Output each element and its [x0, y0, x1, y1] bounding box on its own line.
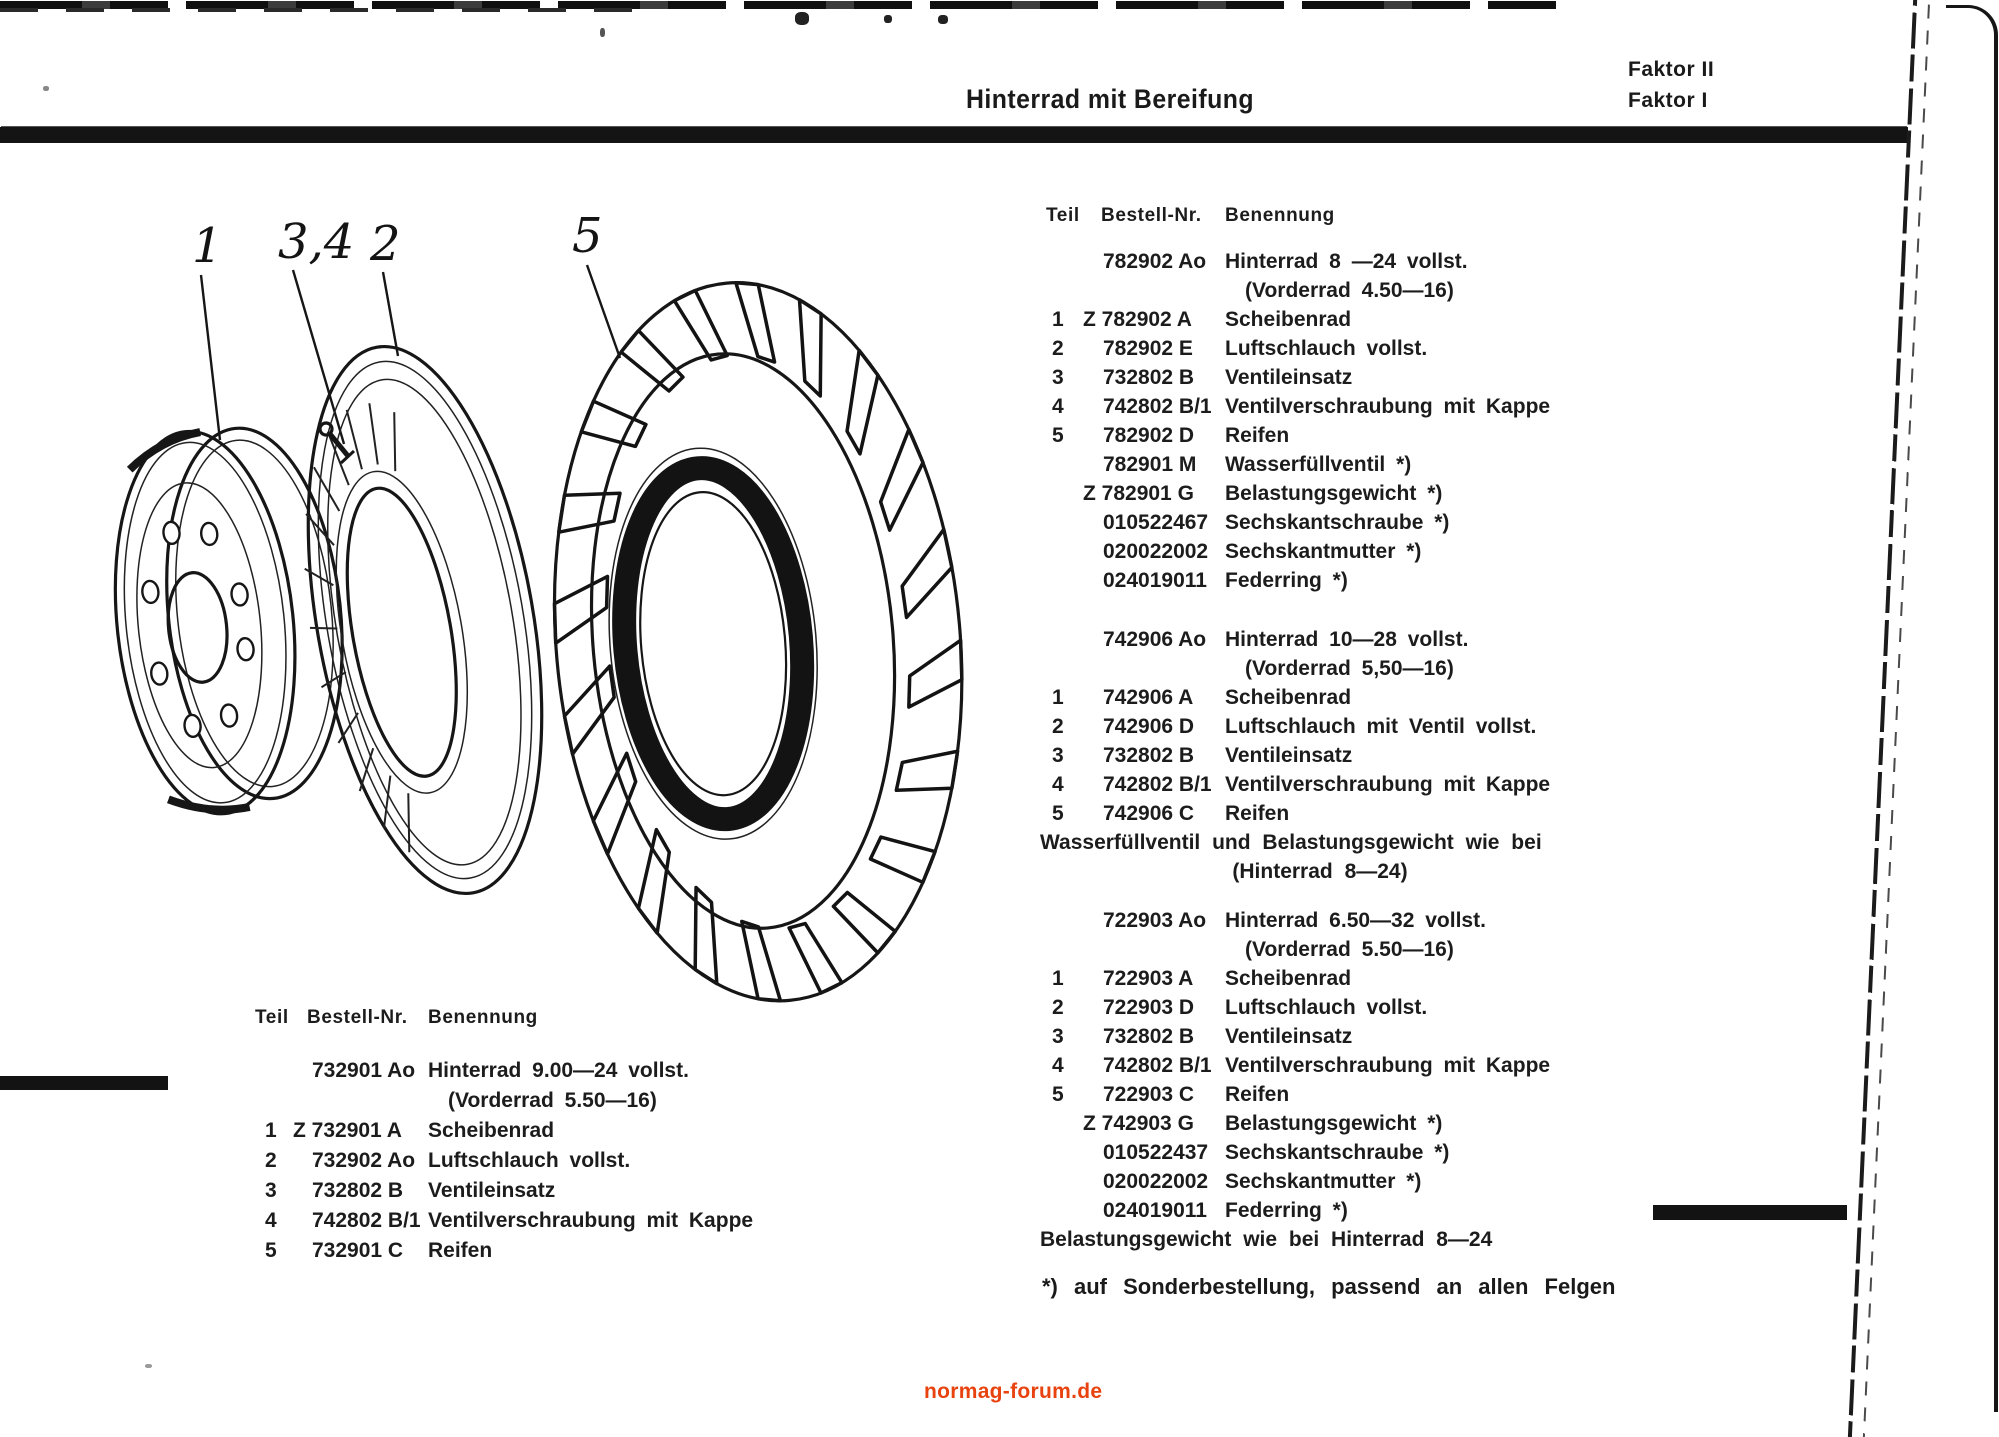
column-header-bestellnr: Bestell-Nr.: [307, 1007, 408, 1028]
table-row: [1040, 537, 1660, 566]
page-title: Hinterrad mit Bereifung: [966, 84, 1255, 114]
scan-speck: [938, 15, 948, 24]
table-row: [1040, 906, 1660, 935]
cell-benennung: Reifen: [1225, 1083, 1290, 1106]
cell-benennung: Federring *): [1225, 569, 1348, 592]
cell-benennung: Sechskantmutter *): [1225, 1170, 1422, 1193]
cell-teil: [1040, 566, 1085, 595]
table-header: [1040, 204, 1660, 228]
diagram-label-2: 2: [370, 216, 401, 272]
scan-speck: [600, 28, 605, 37]
leader-line-3-4: [293, 270, 344, 444]
cell-benennung: Ventilverschraubung mit Kappe: [428, 1209, 754, 1232]
table-row: [1040, 247, 1660, 276]
cell-benennung: Scheibenrad: [1225, 686, 1352, 709]
cell-bestellnr: 742802 B/1: [1103, 1054, 1212, 1077]
scan-speck: [795, 12, 809, 25]
cell-bestellnr: 024019011: [1103, 569, 1207, 592]
cell-teil: 2: [1052, 996, 1064, 1019]
cell-teil: 1: [1052, 308, 1064, 331]
table-row: [1040, 770, 1660, 799]
cell-bestellnr: 732802 B: [312, 1179, 404, 1202]
cell-bestellnr: [295, 1086, 428, 1116]
column-header-benennung: Benennung: [1225, 205, 1335, 226]
table-row: [1040, 392, 1660, 421]
table-row: [1040, 1167, 1660, 1196]
cell-benennung: Ventileinsatz: [428, 1179, 556, 1202]
cell-bestellnr: 782901 M: [1103, 453, 1197, 476]
cell-teil: 4: [1052, 395, 1064, 418]
table-row: [1040, 625, 1660, 654]
cell-bestellnr: 024019011: [1103, 1199, 1207, 1222]
table-note-row: Belastungsgewicht wie bei Hinterrad 8—24: [1040, 1228, 1493, 1251]
cell-benennung: Wasserfüllventil *): [1225, 453, 1412, 476]
scan-top-edge-streak-2: [0, 8, 640, 12]
cell-benennung: Ventileinsatz: [1225, 1025, 1353, 1048]
cell-bestellnr: 742906 A: [1103, 686, 1194, 709]
exploded-wheel-diagram: [80, 150, 1000, 1030]
cell-bestellnr: Z 782901 G: [1083, 482, 1194, 505]
cell-benennung: Hinterrad 6.50—32 vollst.: [1225, 909, 1486, 932]
column-header-benennung: Benennung: [428, 1007, 538, 1028]
cell-teil: 4: [1052, 773, 1064, 796]
table-row: [1040, 1080, 1660, 1109]
column-header-teil: Teil: [1046, 205, 1080, 226]
scan-speck: [145, 1364, 152, 1368]
table-row: [1040, 479, 1660, 508]
page-binding-line: [1848, 0, 1918, 1437]
cell-teil: [1040, 508, 1085, 537]
cell-benennung: Ventilverschraubung mit Kappe: [1225, 395, 1551, 418]
cell-bestellnr: 010522467: [1103, 511, 1209, 534]
table-row: [1040, 683, 1660, 712]
cell-teil: 4: [1052, 1054, 1064, 1077]
cell-bestellnr: 722903 C: [1103, 1083, 1195, 1106]
cell-benennung: Belastungsgewicht *): [1225, 482, 1443, 505]
cell-teil: [250, 1056, 295, 1086]
cell-benennung: (Vorderrad 5,50—16): [1245, 657, 1454, 680]
diagram-label-3-4: 3,4: [278, 214, 355, 270]
leader-line-1: [201, 275, 220, 440]
table-row: [250, 1056, 850, 1086]
cell-teil: 1: [1052, 686, 1064, 709]
table-row: [250, 1146, 850, 1176]
cell-benennung: Reifen: [1225, 424, 1290, 447]
table-row: [1040, 305, 1660, 334]
cell-teil: [1040, 1109, 1085, 1138]
table-row: [1040, 363, 1660, 392]
cell-teil: [1040, 537, 1085, 566]
cell-benennung: Reifen: [428, 1239, 493, 1262]
table-row: [250, 1086, 850, 1116]
cell-benennung: Ventilverschraubung mit Kappe: [1225, 1054, 1551, 1077]
cell-teil: [1040, 906, 1085, 935]
cell-benennung: Scheibenrad: [1225, 967, 1352, 990]
table-row: [250, 1176, 850, 1206]
cell-bestellnr: [1085, 935, 1225, 964]
cell-bestellnr: 782902 Ao: [1103, 250, 1207, 273]
table-row: [1040, 1196, 1660, 1225]
cell-benennung: Scheibenrad: [1225, 308, 1352, 331]
table-row: [1040, 276, 1660, 305]
cell-benennung: Ventilverschraubung mit Kappe: [1225, 773, 1551, 796]
cell-benennung: Reifen: [1225, 802, 1290, 825]
cell-teil: [1040, 654, 1085, 683]
cell-benennung: Hinterrad 10—28 vollst.: [1225, 628, 1469, 651]
cell-teil: [1040, 1138, 1085, 1167]
cell-benennung: Hinterrad 9.00—24 vollst.: [428, 1059, 689, 1082]
cell-benennung: Ventileinsatz: [1225, 744, 1353, 767]
leader-line-5: [587, 265, 620, 358]
cell-teil: [250, 1086, 295, 1116]
cell-benennung: (Vorderrad 5.50—16): [1245, 938, 1454, 961]
diagram-label-1: 1: [192, 218, 223, 274]
cell-benennung: Belastungsgewicht *): [1225, 1112, 1443, 1135]
cell-teil: 3: [1052, 366, 1064, 389]
diagram-labels: [192, 208, 620, 444]
cell-benennung: (Vorderrad 4.50—16): [1245, 279, 1454, 302]
factor-note: [1628, 54, 1714, 116]
cell-benennung: Luftschlauch mit Ventil vollst.: [1225, 715, 1537, 738]
table-spacer: [1040, 595, 1660, 625]
table-row: [250, 1116, 850, 1146]
cell-benennung: Sechskantmutter *): [1225, 540, 1422, 563]
table-row: [1040, 450, 1660, 479]
footnote: *) auf Sonderbestellung, passend an allen Felgen: [1042, 1274, 1616, 1299]
tire-drawing: [526, 265, 991, 1017]
cell-bestellnr: 782902 D: [1103, 424, 1195, 447]
cell-bestellnr: [1085, 654, 1225, 683]
cell-bestellnr: 732802 B: [1103, 366, 1195, 389]
cell-teil: 3: [1052, 1025, 1064, 1048]
table-row: [250, 1206, 850, 1236]
tube-hatch-group: [273, 399, 470, 862]
cell-teil: [1040, 450, 1085, 479]
cell-teil: 1: [1052, 967, 1064, 990]
cell-bestellnr: [1085, 276, 1225, 305]
table-row: [1040, 508, 1660, 537]
cell-benennung: Hinterrad 8 —24 vollst.: [1225, 250, 1468, 273]
cell-bestellnr: 732902 Ao: [312, 1149, 416, 1172]
cell-benennung: Luftschlauch vollst.: [428, 1149, 631, 1172]
cell-teil: [1040, 247, 1085, 276]
cell-bestellnr: 732901 C: [312, 1239, 404, 1262]
cell-bestellnr: 742906 C: [1103, 802, 1195, 825]
cell-bestellnr: 742802 B/1: [1103, 773, 1212, 796]
cell-bestellnr: 722903 D: [1103, 996, 1195, 1019]
column-header-bestellnr: Bestell-Nr.: [1101, 205, 1202, 226]
cell-teil: [1040, 1196, 1085, 1225]
table-row: [1040, 964, 1660, 993]
cell-bestellnr: 722903 Ao: [1103, 909, 1207, 932]
table-row: [250, 1236, 850, 1266]
table-row: [1040, 1109, 1660, 1138]
cell-teil: [1040, 479, 1085, 508]
cell-teil: 2: [265, 1149, 277, 1172]
cell-teil: 5: [265, 1239, 277, 1262]
cell-bestellnr: Z 732901 A: [293, 1119, 402, 1142]
cell-benennung: Scheibenrad: [428, 1119, 555, 1142]
leader-line-2: [383, 272, 398, 356]
bolt-holes-group: [135, 515, 262, 741]
table-row: [1040, 1051, 1660, 1080]
table-spacer: [1040, 886, 1660, 906]
table-row: [1040, 741, 1660, 770]
table-row: [1040, 334, 1660, 363]
table-row: [1040, 421, 1660, 450]
cell-teil: 5: [1052, 1083, 1064, 1106]
cell-benennung: Sechskantschraube *): [1225, 511, 1450, 534]
cell-teil: 1: [265, 1119, 277, 1142]
cell-teil: 3: [265, 1179, 277, 1202]
cell-bestellnr: 020022002: [1103, 1170, 1209, 1193]
inner-tube-drawing: [264, 328, 579, 912]
cell-bestellnr: 742906 D: [1103, 715, 1195, 738]
cell-teil: 2: [1052, 715, 1064, 738]
cell-benennung: Ventileinsatz: [1225, 366, 1353, 389]
table-row: [1040, 799, 1660, 828]
cell-benennung: Luftschlauch vollst.: [1225, 996, 1428, 1019]
cell-bestellnr: Z 782902 A: [1083, 308, 1192, 331]
factor-line-1: Faktor II: [1628, 58, 1715, 81]
page-binding-line-2: [1863, 0, 1931, 1437]
diagram-label-5: 5: [572, 208, 603, 264]
cell-bestellnr: 732802 B: [1103, 1025, 1195, 1048]
cell-bestellnr: 722903 A: [1103, 967, 1194, 990]
cell-teil: 4: [265, 1209, 277, 1232]
ink-bar-left: [0, 1076, 168, 1090]
table-row: [1040, 935, 1660, 964]
cell-teil: [1040, 276, 1085, 305]
column-header-teil: Teil: [255, 1007, 289, 1028]
cell-bestellnr: 020022002: [1103, 540, 1209, 563]
title-rule: [0, 127, 1908, 143]
table-row: [1040, 654, 1660, 683]
cell-bestellnr: 742802 B/1: [312, 1209, 421, 1232]
table-row: [1040, 712, 1660, 741]
cell-bestellnr: 782902 E: [1103, 337, 1193, 360]
cell-benennung: Sechskantschraube *): [1225, 1141, 1450, 1164]
cell-bestellnr: 742802 B/1: [1103, 395, 1212, 418]
table-row: [1040, 993, 1660, 1022]
cell-teil: 5: [1052, 802, 1064, 825]
cell-teil: [1040, 1167, 1085, 1196]
cell-teil: [1040, 625, 1085, 654]
cell-teil: 3: [1052, 744, 1064, 767]
cell-teil: 5: [1052, 424, 1064, 447]
table-note-row: Wasserfüllventil und Belastungsgewicht wie bei: [1040, 831, 1542, 854]
cell-benennung: (Vorderrad 5.50—16): [448, 1089, 657, 1112]
cell-bestellnr: 732802 B: [1103, 744, 1195, 767]
table-row: [1040, 1138, 1660, 1167]
cell-bestellnr: 010522437: [1103, 1141, 1209, 1164]
cell-bestellnr: 742906 Ao: [1103, 628, 1207, 651]
table-header: [250, 1006, 850, 1030]
cell-bestellnr: Z 742903 G: [1083, 1112, 1194, 1135]
table-note-row: (Hinterrad 8—24): [1232, 860, 1408, 883]
cell-benennung: Federring *): [1225, 1199, 1348, 1222]
next-page-edge: [1946, 5, 1998, 1412]
table-row: [1040, 566, 1660, 595]
table-row: [1040, 1022, 1660, 1051]
ink-bar-right: [1653, 1205, 1847, 1220]
cell-benennung: Luftschlauch vollst.: [1225, 337, 1428, 360]
factor-line-2: Faktor I: [1628, 89, 1708, 112]
cell-bestellnr: 732901 Ao: [312, 1059, 416, 1082]
parts-table-left: [250, 1006, 850, 1266]
watermark-url: normag-forum.de: [924, 1380, 1103, 1403]
cell-teil: [1040, 935, 1085, 964]
cell-teil: 2: [1052, 337, 1064, 360]
scan-speck: [43, 86, 49, 91]
tire-lugs-group: [526, 266, 991, 1018]
scan-speck: [884, 15, 892, 23]
parts-table-right: [1040, 204, 1660, 1254]
